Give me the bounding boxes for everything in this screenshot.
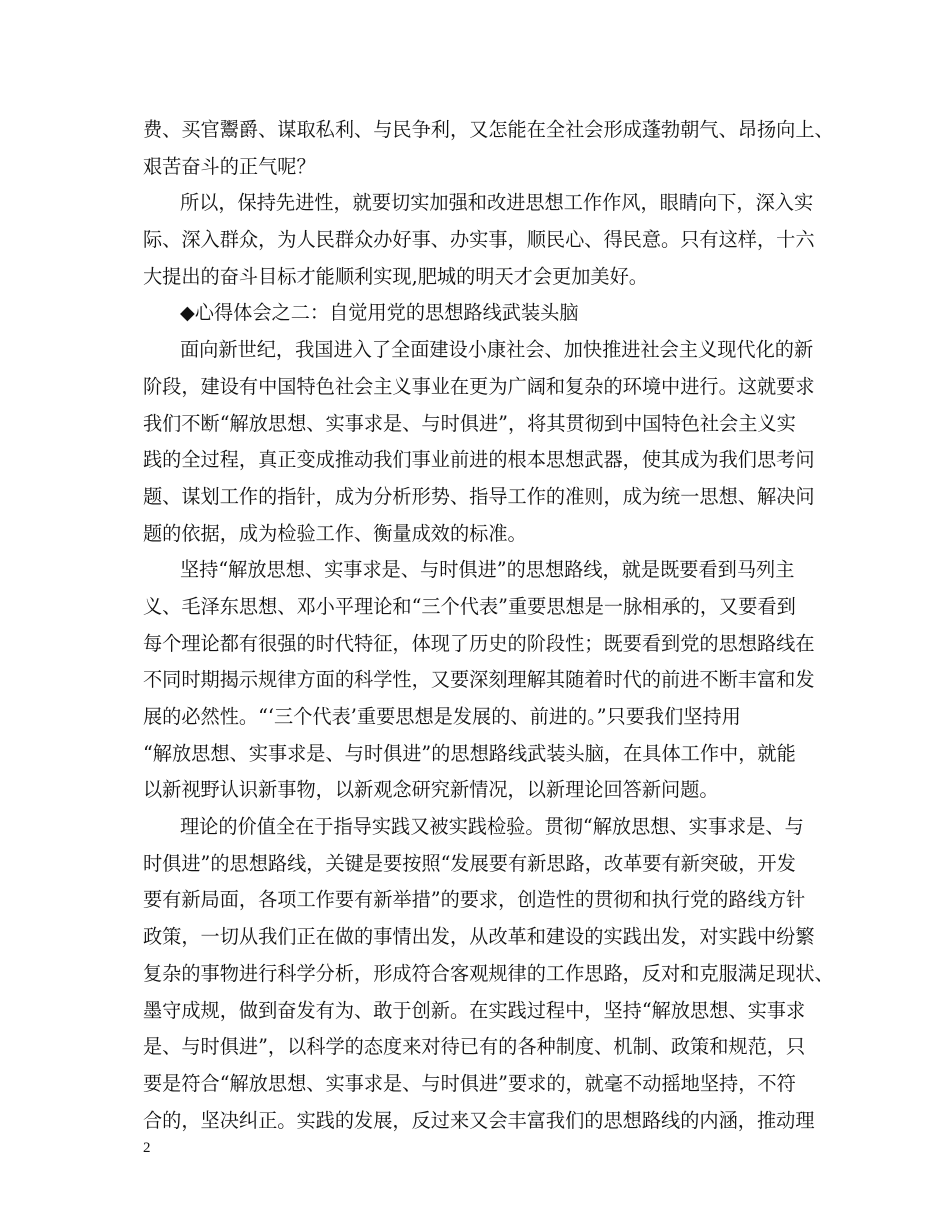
text-line: 费、买官鬻爵、谋取私利、与民争利，又怎能在全社会形成蓬勃朝气、昂扬向上、 xyxy=(143,118,834,141)
paragraph-start-line: 理论的价值全在于指导实践又被实践检验。贯彻“解放思想、实事求是、与 xyxy=(180,815,804,839)
text-line: 阶段，建设有中国特色社会主义事业在更为广阔和复杂的环境中进行。这就要求 xyxy=(143,374,815,398)
text-line: 题、谋划工作的指针，成为分析形势、指导工作的准则，成为统一思想、解决问 xyxy=(143,484,815,508)
text-line: 际、深入群众，为人民群众办好事、办实事，顺民心、得民意。只有这样，十六 xyxy=(143,228,815,252)
body-text xyxy=(143,112,834,1139)
section-heading: ◆心得体会之二：自觉用党的思想路线武装头脑 xyxy=(180,301,579,325)
page-number: 2 xyxy=(143,1140,151,1156)
text-line: 是、与时俱进”，以科学的态度来对待已有的各种制度、机制、政策和规范，只 xyxy=(143,1035,806,1059)
text-line: 合的，坚决纠正。实践的发展，反过来又会丰富我们的思想路线的内涵，推动理 xyxy=(143,1108,815,1132)
text-line: 我们不断“解放思想、实事求是、与时俱进”，将其贯彻到中国特色社会主义实 xyxy=(143,411,796,435)
text-line: 艰苦奋斗的正气呢？ xyxy=(143,154,316,178)
text-line: 不同时期揭示规律方面的科学性，又要深刻理解其随着时代的前进不断丰富和发 xyxy=(143,668,815,692)
text-line: “解放思想、实事求是、与时俱进”的思想路线武装头脑，在具体工作中，就能 xyxy=(143,741,796,765)
text-line: 复杂的事物进行科学分析，形成符合客观规律的工作思路，反对和克服满足现状、 xyxy=(143,961,834,985)
text-line: 大提出的奋斗目标才能顺利实现,肥城的明天才会更加美好。 xyxy=(143,264,648,288)
text-line: 展的必然性。“‘三个代表’重要思想是发展的、前进的。”只要我们坚持用 xyxy=(143,705,741,728)
text-line: 以新视野认识新事物，以新观念研究新情况，以新理论回答新问题。 xyxy=(143,778,719,802)
text-line: 墨守成规，做到奋发有为、敢于创新。在实践过程中，坚持“解放思想、实事求 xyxy=(143,998,806,1022)
text-line: 要是符合“解放思想、实事求是、与时俱进”要求的，就毫不动摇地坚持，不符 xyxy=(143,1071,796,1095)
paragraph-start-line: 所以，保持先进性，就要切实加强和改进思想工作作风，眼睛向下，深入实 xyxy=(180,191,814,215)
text-line: 要有新局面，各项工作要有新举措”的要求，创造性的贯彻和执行党的路线方针 xyxy=(143,888,806,912)
text-line: 践的全过程，真正变成推动我们事业前进的根本思想武器，使其成为我们思考问 xyxy=(143,448,815,472)
text-line: 时俱进”的思想路线，关键是要按照“发展要有新思路，改革要有新突破，开发 xyxy=(143,851,796,875)
text-line: 政策，一切从我们正在做的事情出发，从改革和建设的实践出发，对实践中纷繁 xyxy=(143,925,815,949)
text-line: 题的依据，成为检验工作、衡量成效的标准。 xyxy=(143,521,527,545)
paragraph-start-line: 面向新世纪，我国进入了全面建设小康社会、加快推进社会主义现代化的新 xyxy=(180,338,814,362)
text-line: 每个理论都有很强的时代特征，体现了历史的阶段性；既要看到党的思想路线在 xyxy=(143,631,815,655)
text-line: 义、毛泽东思想、邓小平理论和“三个代表”重要思想是一脉相承的，又要看到 xyxy=(143,594,796,618)
paragraph-start-line: 坚持“解放思想、实事求是、与时俱进”的思想路线，就是既要看到马列主 xyxy=(180,558,795,582)
